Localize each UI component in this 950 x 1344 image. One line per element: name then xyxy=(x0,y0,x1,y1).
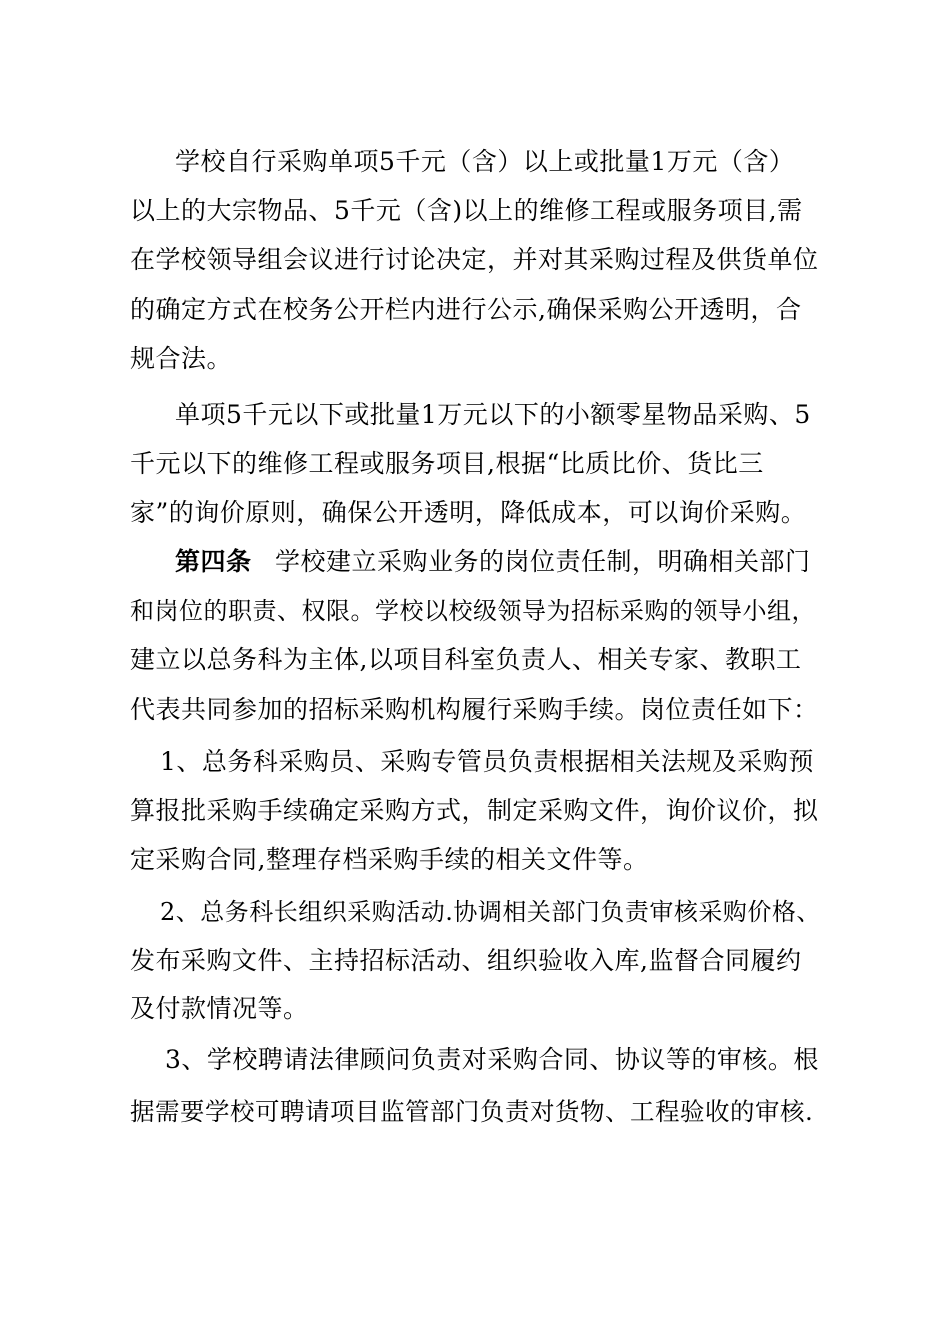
paragraph-3-line-2: 和岗位的职责、权限。学校以校级领导为招标采购的领导小组， xyxy=(130,597,816,625)
item-1-line-3: 定采购合同,整理存档采购手续的相关文件等。 xyxy=(130,845,649,874)
paragraph-2-line-3: 家”的询价原则，确保公开透明，降低成本，可以询价采购。 xyxy=(130,498,807,527)
item-2-line-2: 发布采购文件、主持招标活动、组织验收入库,监督合同履约 xyxy=(130,946,802,975)
item-3-line-1: 3、学校聘请法律顾问负责对采购合同、协议等的审核。根 xyxy=(165,1045,819,1074)
paragraph-1-line-4: 的确定方式在校务公开栏内进行公示,确保采购公开透明，合 xyxy=(130,295,802,324)
paragraph-1-line-2: 以上的大宗物品、5千元（含)以上的维修工程或服务项目,需 xyxy=(130,196,803,225)
item-1-line-1: 1、总务科采购员、采购专管员负责根据相关法规及采购预 xyxy=(160,747,814,776)
paragraph-3-line-3: 建立以总务科为主体,以项目科室负责人、相关专家、教职工 xyxy=(130,645,802,674)
item-1-line-2: 算报批采购手续确定采购方式，制定采购文件，询价议价，拟 xyxy=(130,796,819,825)
item-3-line-2: 据需要学校可聘请项目监管部门负责对货物、工程验收的审核. xyxy=(130,1097,814,1126)
item-2-line-1: 2、总务科长组织采购活动.协调相关部门负责审核采购价格、 xyxy=(160,898,821,926)
paragraph-2-line-1: 单项5千元以下或批量1万元以下的小额零星物品采购、5 xyxy=(175,400,811,429)
paragraph-3-line-4: 代表共同参加的招标采购机构履行采购手续。岗位责任如下： xyxy=(130,695,819,724)
paragraph-2-line-2: 千元以下的维修工程或服务项目,根据“比质比价、货比三 xyxy=(130,449,764,478)
paragraph-1-line-1: 学校自行采购单项5千元（含）以上或批量1万元（含） xyxy=(175,147,795,176)
paragraph-1-line-3: 在学校领导组会议进行讨论决定，并对其采购过程及供货单位 xyxy=(130,245,819,274)
paragraph-1-line-5: 规合法。 xyxy=(130,344,233,373)
paragraph-3-line-1: 学校建立采购业务的岗位责任制，明确相关部门 xyxy=(275,547,811,576)
item-2-line-3: 及付款情况等。 xyxy=(130,994,309,1023)
article-heading: 第四条 xyxy=(175,547,252,576)
